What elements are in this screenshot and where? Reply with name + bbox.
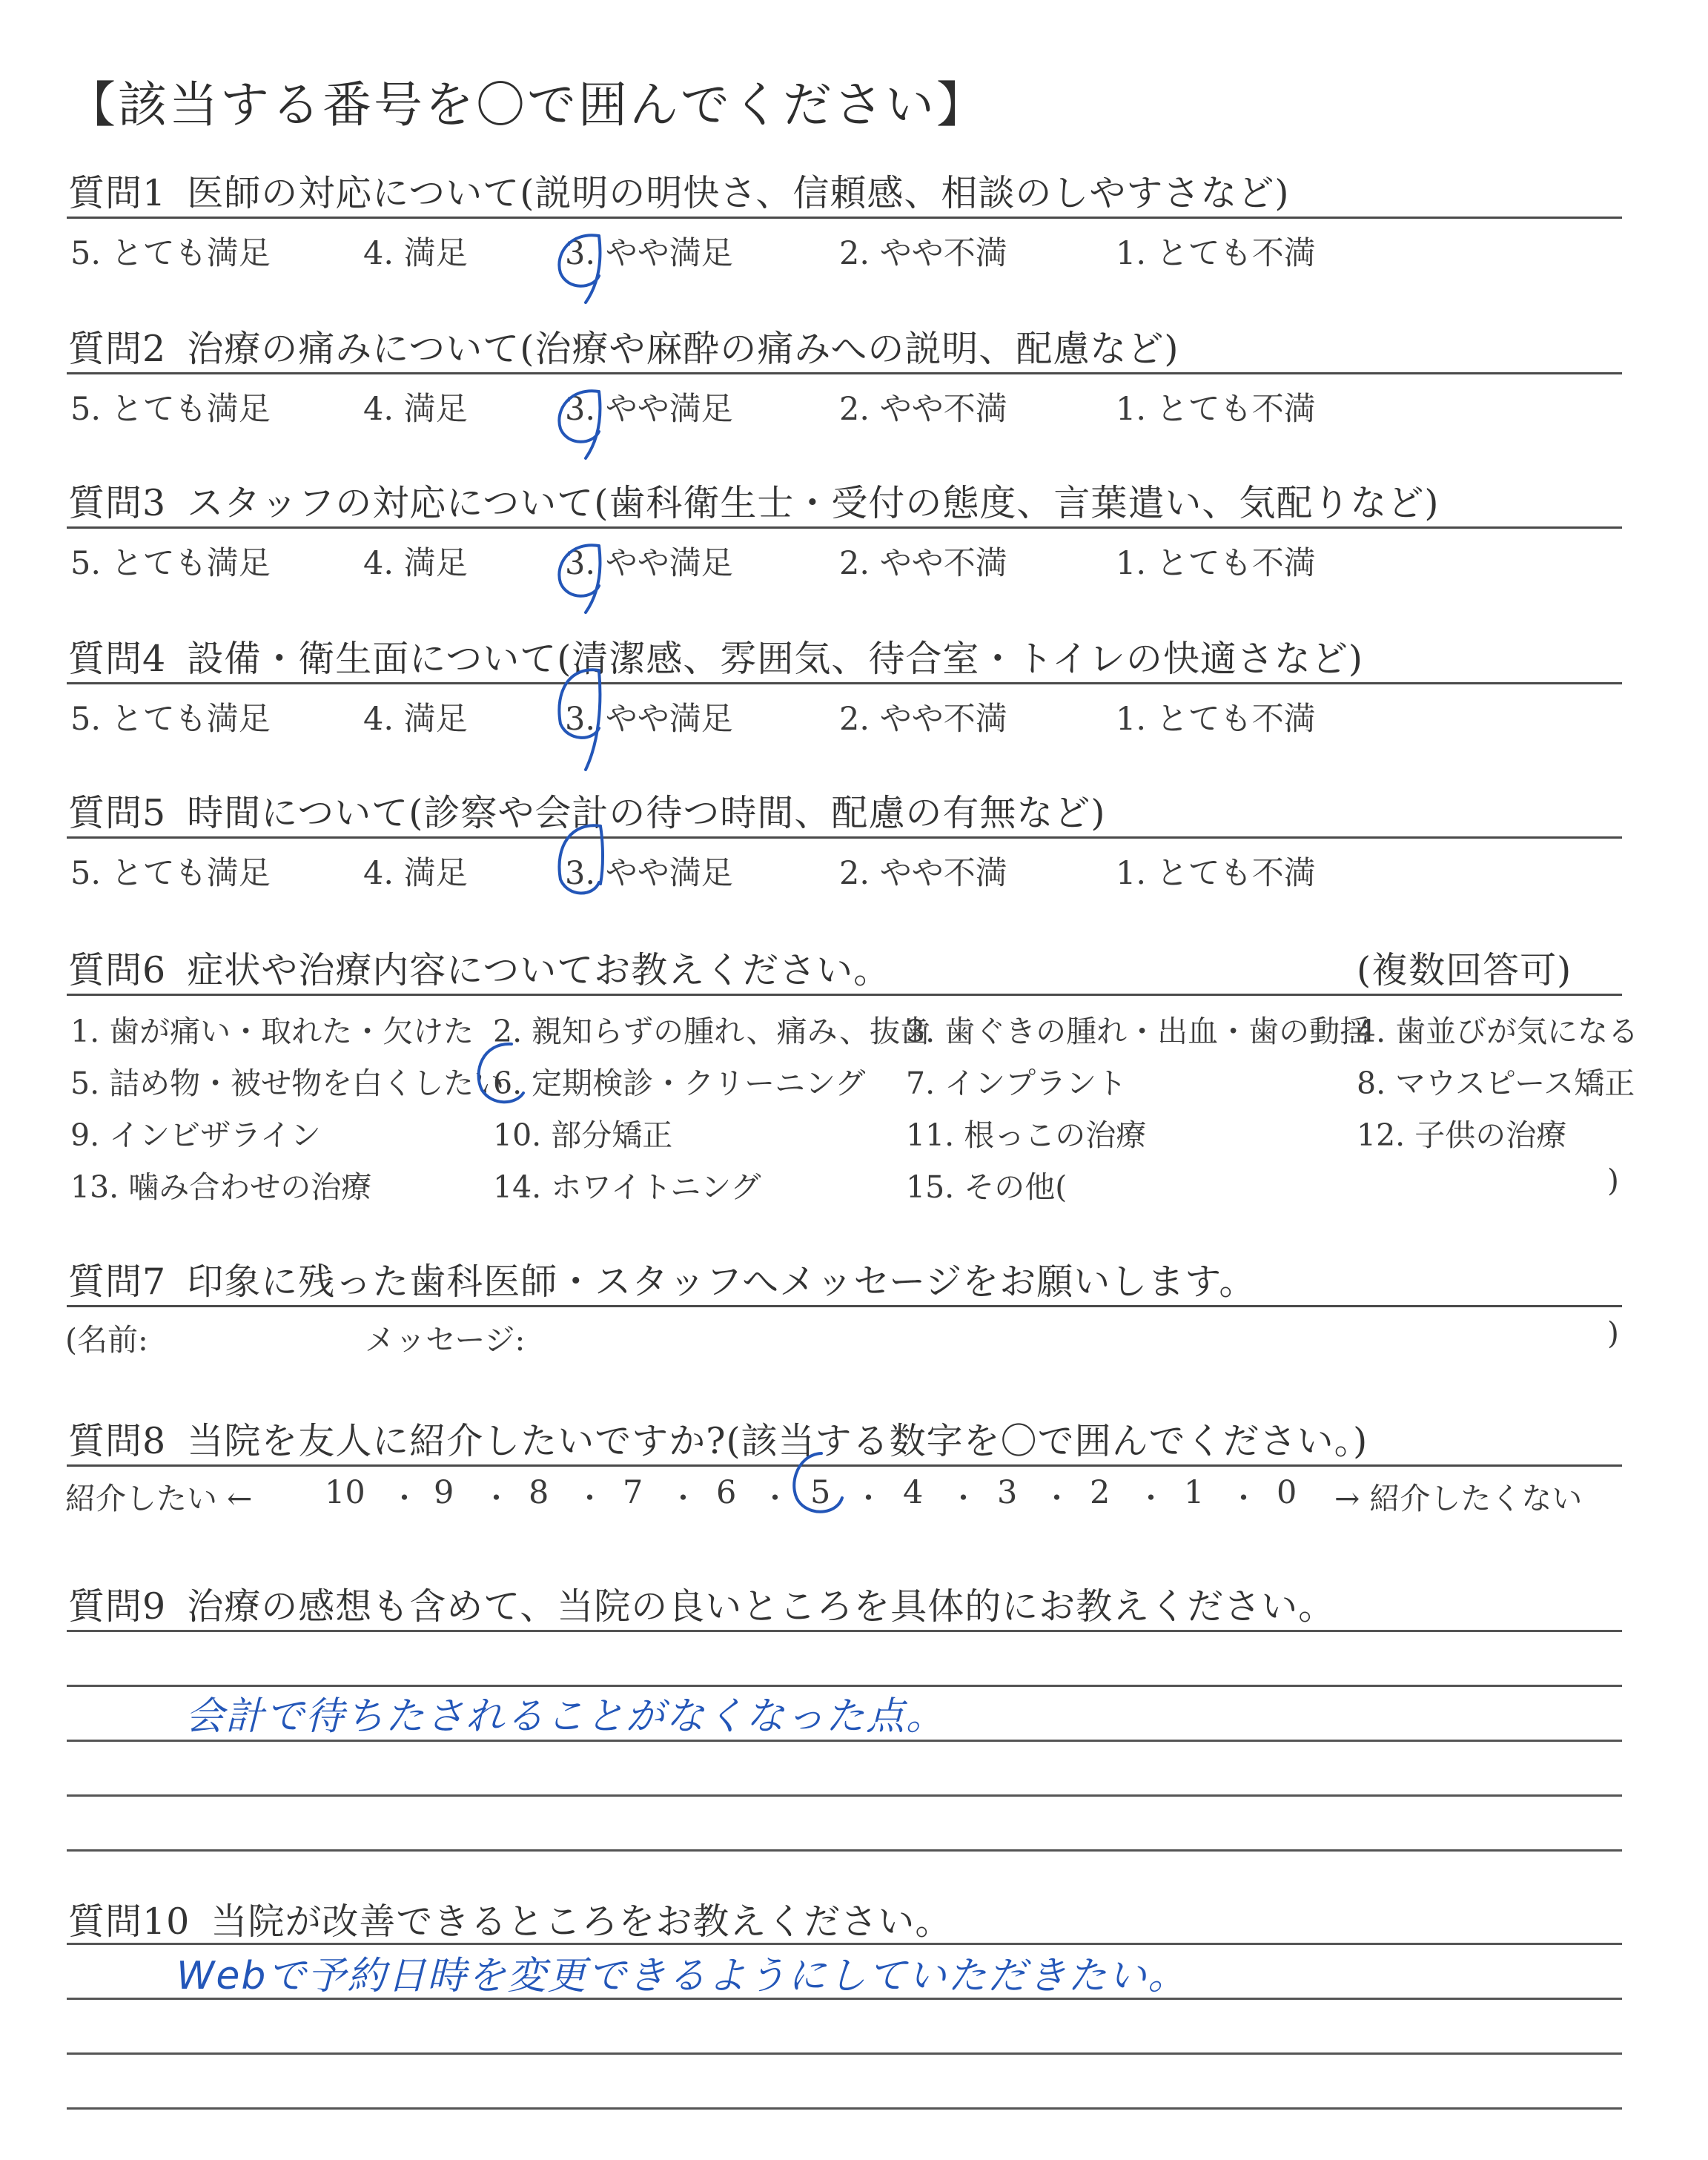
divider [67, 682, 1622, 684]
scale-separator: ・ [1229, 1482, 1259, 1516]
scale-8[interactable]: 8 [529, 1474, 549, 1511]
q4-option-3[interactable]: 3. やや満足 [565, 701, 733, 738]
q6-option-9[interactable]: 9. インビザライン [70, 1117, 321, 1153]
answer-line [67, 2052, 1622, 2055]
q1-option-3[interactable]: 3. やや満足 [565, 235, 733, 272]
q1-option-4[interactable]: 4. 満足 [363, 235, 468, 272]
scale-separator: ・ [949, 1482, 979, 1516]
divider [67, 217, 1622, 219]
question-10 [68, 1893, 952, 1945]
scale-4[interactable]: 4 [903, 1474, 924, 1511]
q5-option-4[interactable]: 4. 満足 [363, 855, 468, 892]
q1-option-2[interactable]: 2. やや不満 [839, 235, 1007, 272]
scale-3[interactable]: 3 [997, 1474, 1018, 1511]
question-7 [68, 1253, 1256, 1305]
scale-separator: ・ [1042, 1482, 1072, 1516]
q3-option-4[interactable]: 4. 満足 [363, 545, 468, 582]
q1-option-1[interactable]: 1. とても不満 [1116, 235, 1316, 272]
q3-option-1[interactable]: 1. とても不満 [1116, 545, 1316, 582]
q6-option-8[interactable]: 8. マウスピース矯正 [1357, 1066, 1635, 1101]
question-number: 質問7 [68, 1261, 167, 1303]
q6-option-7[interactable]: 7. インプラント [906, 1066, 1128, 1101]
question-text: 印象に残った歯科医師・スタッフへメッセージをお願いします。 [187, 1261, 1257, 1303]
q6-option-1[interactable]: 1. 歯が痛い・取れた・欠けた [70, 1014, 474, 1049]
q6-option-6[interactable]: 6. 定期検診・クリーニング [493, 1066, 866, 1101]
question-number: 質問5 [68, 792, 167, 834]
q2-option-5[interactable]: 5. とても満足 [70, 391, 271, 428]
q6-other-close-paren: ) [1607, 1163, 1619, 1198]
question-5 [68, 785, 1105, 836]
scale-0[interactable]: 0 [1277, 1474, 1297, 1511]
question-6 [68, 942, 890, 994]
divider [67, 1464, 1622, 1467]
question-number: 質問9 [68, 1585, 167, 1628]
q2-option-3[interactable]: 3. やや満足 [565, 391, 733, 428]
question-number: 質問6 [68, 949, 167, 991]
question-8 [68, 1413, 1368, 1464]
q6-option-5[interactable]: 5. 詰め物・被せ物を白くしたい [70, 1066, 505, 1101]
divider [67, 372, 1622, 374]
question-text: 時間について(診察や会計の待つ時間、配慮の有無など) [187, 792, 1106, 834]
answer-line [67, 1849, 1622, 1852]
q5-option-5[interactable]: 5. とても満足 [70, 855, 271, 892]
q6-option-2[interactable]: 2. 親知らずの腫れ、痛み、抜歯 [493, 1014, 931, 1049]
divider [67, 526, 1622, 529]
q5-option-2[interactable]: 2. やや不満 [839, 855, 1007, 892]
question-1 [68, 165, 1289, 217]
question-text: 治療の感想も含めて、当院の良いところを具体的にお教えください。 [187, 1585, 1336, 1628]
scale-7[interactable]: 7 [623, 1474, 643, 1511]
q10-handwritten-answer[interactable]: Webで予約日時を変更できるようにしていただきたい。 [176, 1954, 1188, 1998]
q6-option-14[interactable]: 14. ホワイトニング [493, 1169, 761, 1205]
q6-option-13[interactable]: 13. 噛み合わせの治療 [70, 1169, 372, 1205]
q4-option-5[interactable]: 5. とても満足 [70, 701, 271, 738]
q6-option-11[interactable]: 11. 根っこの治療 [906, 1117, 1147, 1153]
q2-option-1[interactable]: 1. とても不満 [1116, 391, 1316, 428]
multiple-answer-note: (複数回答可) [1357, 949, 1572, 991]
scale-separator: ・ [761, 1482, 790, 1516]
question-number: 質問2 [68, 328, 167, 370]
q3-option-3[interactable]: 3. やや満足 [565, 545, 733, 582]
question-3 [68, 475, 1439, 526]
q4-option-4[interactable]: 4. 満足 [363, 701, 468, 738]
question-number: 質問3 [68, 482, 167, 524]
q3-option-2[interactable]: 2. やや不満 [839, 545, 1007, 582]
question-text: 治療の痛みについて(治療や麻酔の痛みへの説明、配慮など) [187, 328, 1179, 370]
question-9 [68, 1578, 1335, 1630]
question-number: 質問4 [68, 638, 167, 680]
scale-9[interactable]: 9 [434, 1474, 454, 1511]
q4-option-1[interactable]: 1. とても不満 [1116, 701, 1316, 738]
q2-option-2[interactable]: 2. やや不満 [839, 391, 1007, 428]
question-text: 当院を友人に紹介したいですか?(該当する数字を〇で囲んでください。) [187, 1420, 1368, 1462]
question-number: 質問8 [68, 1420, 167, 1462]
q5-option-1[interactable]: 1. とても不満 [1116, 855, 1316, 892]
scale-separator: ・ [854, 1482, 884, 1516]
q6-option-15[interactable]: 15. その他( [906, 1169, 1068, 1205]
q1-option-5[interactable]: 5. とても満足 [70, 235, 271, 272]
q5-option-3[interactable]: 3. やや満足 [565, 855, 733, 892]
question-text: 症状や治療内容についてお教えください。 [187, 949, 891, 991]
divider [67, 1305, 1622, 1307]
scale-separator: ・ [669, 1482, 698, 1516]
question-text: 医師の対応について(説明の明快さ、信頼感、相談のしやすさなど) [187, 172, 1290, 214]
question-number: 質問1 [68, 172, 167, 214]
q6-option-10[interactable]: 10. 部分矯正 [493, 1117, 673, 1153]
divider [67, 836, 1622, 839]
scale-separator: ・ [390, 1482, 420, 1516]
scale-10[interactable]: 10 [325, 1474, 365, 1511]
q9-handwritten-answer[interactable]: 会計で待ちたされることがなくなった点。 [185, 1694, 947, 1739]
question-4 [68, 630, 1363, 682]
recommend-right-label: → 紹介したくない [1334, 1481, 1583, 1516]
q6-option-12[interactable]: 12. 子供の治療 [1357, 1117, 1567, 1153]
scale-6[interactable]: 6 [716, 1474, 737, 1511]
message-close-paren: ) [1607, 1315, 1619, 1351]
message-field-label: メッセージ: [365, 1322, 526, 1358]
answer-line [67, 1630, 1622, 1632]
name-field-label: (名前: [65, 1322, 148, 1358]
scale-1[interactable]: 1 [1184, 1474, 1205, 1511]
scale-5[interactable]: 5 [810, 1474, 831, 1511]
q6-option-3[interactable]: 3. 歯ぐきの腫れ・出血・歯の動揺 [906, 1014, 1371, 1049]
scale-separator: ・ [482, 1482, 512, 1516]
question-2 [68, 320, 1179, 372]
scale-separator: ・ [1136, 1482, 1166, 1516]
scale-2[interactable]: 2 [1090, 1474, 1110, 1511]
question-text: スタッフの対応について(歯科衛生士・受付の態度、言葉遣い、気配りなど) [187, 482, 1440, 524]
scale-separator: ・ [575, 1482, 605, 1516]
q6-option-4[interactable]: 4. 歯並びが気になる [1357, 1014, 1639, 1049]
q3-option-5[interactable]: 5. とても満足 [70, 545, 271, 582]
question-number: 質問10 [68, 1900, 191, 1943]
divider [67, 994, 1622, 996]
page-title: 【該当する番号を〇で囲んでください】 [67, 76, 987, 133]
answer-line [67, 2107, 1622, 2110]
q4-option-2[interactable]: 2. やや不満 [839, 701, 1007, 738]
recommend-left-label: 紹介したい ← [65, 1481, 253, 1516]
question-text: 設備・衛生面について(清潔感、雰囲気、待合室・トイレの快適さなど) [187, 638, 1363, 680]
answer-line [67, 1794, 1622, 1797]
question-text: 当院が改善できるところをお教えください。 [211, 1900, 953, 1943]
q2-option-4[interactable]: 4. 満足 [363, 391, 468, 428]
